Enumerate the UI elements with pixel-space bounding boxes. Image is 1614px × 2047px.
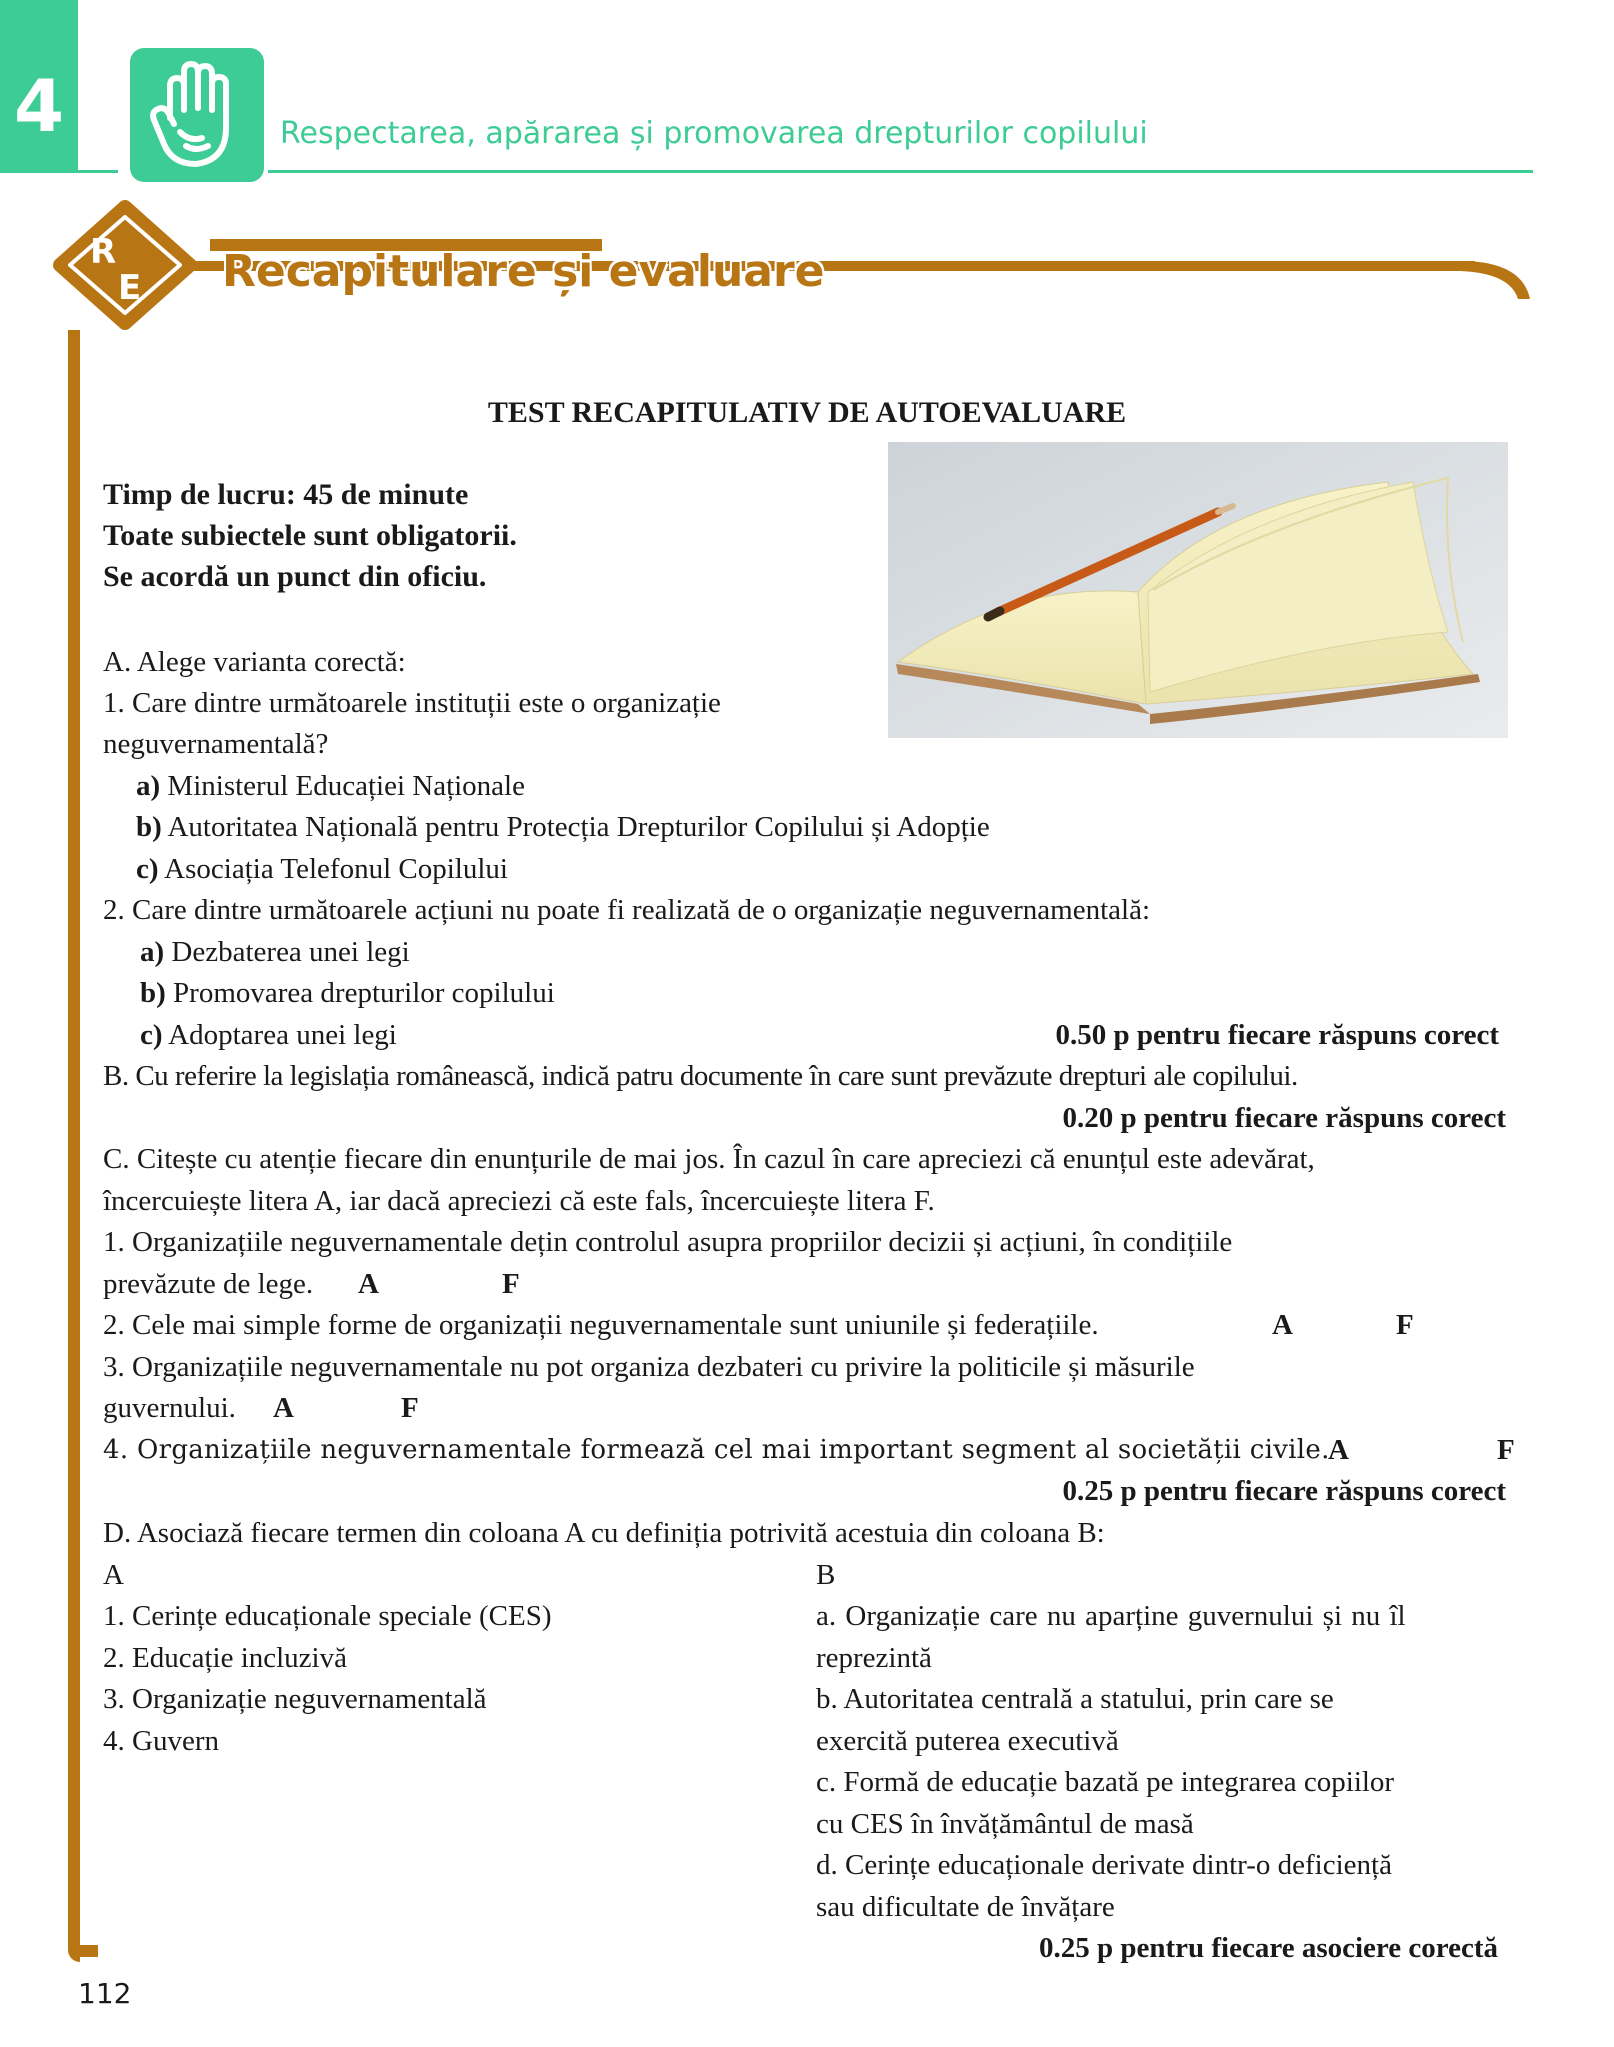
- statement-c2-true[interactable]: A: [1272, 1309, 1293, 1341]
- column-b-item-a-line1: a. Organizație care nu aparține guvernului și nu îl: [816, 1600, 1406, 1632]
- part-c-score: 0.25 p pentru fiecare răspuns corect: [1062, 1475, 1506, 1507]
- part-b-score: 0.20 p pentru fiecare răspuns corect: [1062, 1102, 1506, 1134]
- option-a1-b[interactable]: b) Autoritatea Națională pentru Protecția Drepturilor Copilului și Adopție: [136, 811, 990, 843]
- statement-c3-false[interactable]: F: [401, 1392, 419, 1424]
- statement-c4-false[interactable]: F: [1497, 1434, 1515, 1466]
- hand-icon: [130, 48, 264, 182]
- statement-c2: 2. Cele mai simple forme de organizații neguvernamentale sunt uniunile și federațiile.: [103, 1309, 1099, 1341]
- statement-c3-true[interactable]: A: [273, 1392, 294, 1424]
- statement-c1-true[interactable]: A: [358, 1268, 379, 1300]
- part-a-score: 0.50 p pentru fiecare răspuns corect: [1055, 1019, 1499, 1051]
- section-title: Recapitulare și evaluare: [222, 246, 825, 297]
- header-divider: [268, 170, 1533, 173]
- statement-c2-false[interactable]: F: [1396, 1309, 1414, 1341]
- statement-c1-line1: 1. Organizațiile neguvernamentale dețin controlul asupra propriilor decizii și acțiuni, în condițiile: [103, 1226, 1233, 1258]
- statement-c4: 4. Organizațiile neguvernamentale formează cel mai important segment al societății civile.: [103, 1435, 1330, 1465]
- column-a-header: A: [103, 1559, 124, 1591]
- question-a2: 2. Care dintre următoarele acțiuni nu poate fi realizată de o organizație neguvernamentală:: [103, 894, 1151, 926]
- instruction-mandatory: Toate subiectele sunt obligatorii.: [103, 519, 517, 552]
- column-b-header: B: [816, 1559, 836, 1591]
- option-a2-c[interactable]: c) Adoptarea unei legi: [140, 1019, 397, 1051]
- column-a-item-1: 1. Cerințe educaționale speciale (CES): [103, 1600, 552, 1632]
- chapter-number: 4: [13, 64, 65, 148]
- statement-c1-line2: prevăzute de lege.: [103, 1268, 314, 1300]
- column-a-item-3: 3. Organizație neguvernamentală: [103, 1683, 487, 1715]
- badge-letter-e: E: [118, 268, 142, 308]
- question-a1-line2: neguvernamentală?: [103, 728, 329, 760]
- chapter-title: Respectarea, apărarea și promovarea drepturilor copilului: [280, 116, 1148, 151]
- question-a1-line1: 1. Care dintre următoarele instituții este o organizație: [103, 687, 721, 719]
- column-a-item-4: 4. Guvern: [103, 1725, 219, 1757]
- statement-c3-line2: guvernului.: [103, 1392, 236, 1424]
- part-c-line1: C. Citește cu atenție fiecare din enunțurile de mai jos. În cazul în care apreciezi că enunțul este adevărat,: [103, 1143, 1315, 1175]
- option-a2-a[interactable]: a) Dezbaterea unei legi: [140, 936, 410, 968]
- left-margin-bar: [68, 330, 80, 1962]
- chapter-underline: [0, 170, 118, 173]
- test-title: TEST RECAPITULATIV DE AUTOEVALUARE: [487, 396, 1127, 429]
- part-d-heading: D. Asociază fiecare termen din coloana A cu definiția potrivită acestuia din coloana B:: [103, 1517, 1105, 1549]
- option-a1-c[interactable]: c) Asociația Telefonul Copilului: [136, 853, 508, 885]
- part-a-heading: A. Alege varianta corectă:: [103, 646, 406, 678]
- column-b-item-b-line2: exercită puterea executivă: [816, 1725, 1119, 1757]
- page-number: 112: [78, 1977, 132, 2010]
- column-b-item-b-line1: b. Autoritatea centrală a statului, prin care se: [816, 1683, 1334, 1715]
- open-book-image: [888, 442, 1508, 738]
- instruction-bonus-point: Se acordă un punct din oficiu.: [103, 560, 487, 593]
- instruction-time: Timp de lucru: 45 de minute: [103, 478, 469, 511]
- column-b-item-c-line1: c. Formă de educație bazată pe integrarea copiilor: [816, 1766, 1395, 1798]
- part-d-score: 0.25 p pentru fiecare asociere corectă: [1038, 1932, 1498, 1964]
- option-a2-b[interactable]: b) Promovarea drepturilor copilului: [140, 977, 555, 1009]
- part-c-line2: încercuiește litera A, iar dacă apreciezi că este fals, încercuiește litera F.: [103, 1185, 935, 1217]
- part-b-text: B. Cu referire la legislația românească, indică patru documente în care sunt prevăzute drepturi ale copilului.: [103, 1060, 1298, 1092]
- badge-letter-r: R: [90, 232, 117, 272]
- column-b-item-a-line2: reprezintă: [816, 1642, 932, 1674]
- option-a1-a[interactable]: a) Ministerul Educației Naționale: [136, 770, 525, 802]
- column-b-item-c-line2: cu CES în învățământul de masă: [816, 1808, 1194, 1840]
- statement-c1-false[interactable]: F: [502, 1268, 520, 1300]
- column-b-item-d-line2: sau dificultate de învățare: [816, 1891, 1115, 1923]
- column-a-item-2: 2. Educație incluzivă: [103, 1642, 347, 1674]
- statement-c3-line1: 3. Organizațiile neguvernamentale nu pot organiza dezbateri cu privire la politicile și măsurile: [103, 1351, 1195, 1383]
- column-b-item-d-line1: d. Cerințe educaționale derivate dintr-o deficiență: [816, 1849, 1392, 1881]
- statement-c4-true[interactable]: A: [1328, 1434, 1349, 1466]
